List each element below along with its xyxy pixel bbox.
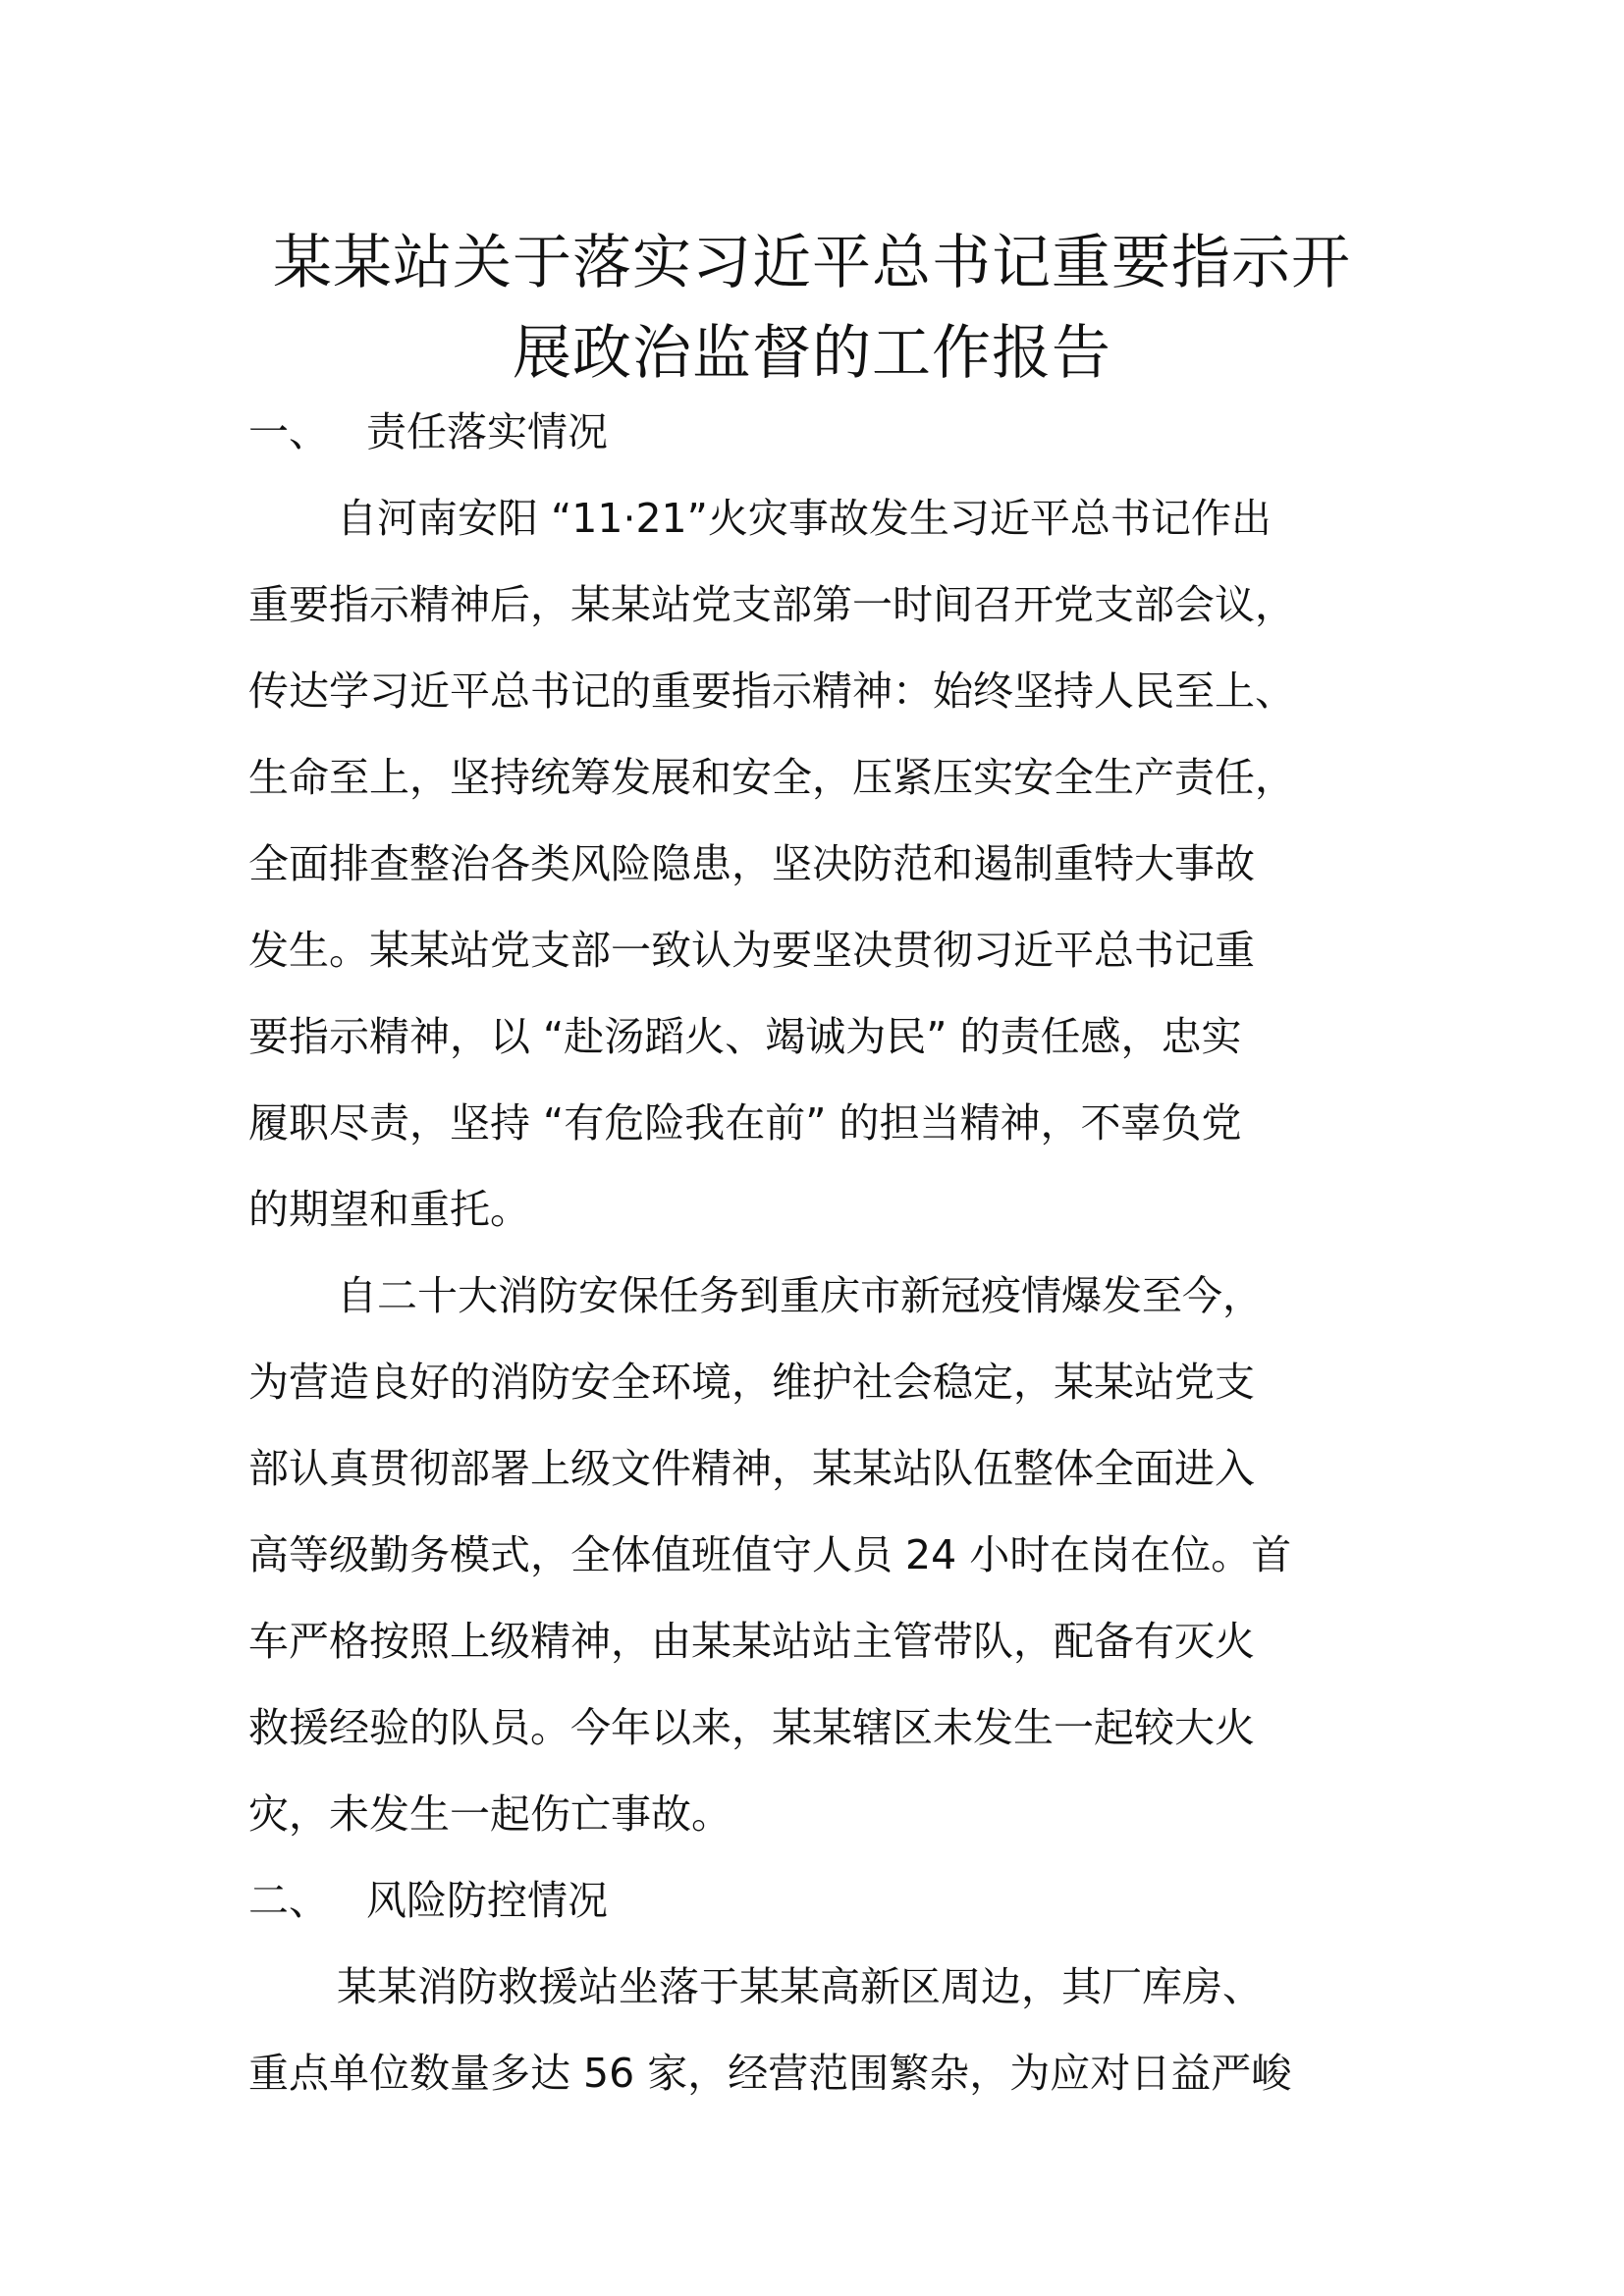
paragraph-line: 自二十大消防安保任务到重庆市新冠疫情爆发至今， [337, 1272, 1263, 1319]
paragraph-line: 生命至上，坚持统筹发展和安全，压紧压实安全生产责任， [248, 754, 1295, 801]
paragraph-line: 重要指示精神后，某某站党支部第一时间召开党支部会议， [248, 581, 1295, 628]
section-2-heading [248, 1857, 608, 1944]
paragraph-line: 部认真贯彻部署上级文件精神，某某站队伍整体全面进入 [248, 1445, 1255, 1492]
paragraph-line: 高等级勤务模式，全体值班值守人员 24 小时在岗在位。首 [248, 1531, 1292, 1578]
paragraph-line: 车严格按照上级精神，由某某站站主管带队，配备有灭火 [248, 1618, 1255, 1665]
paragraph-line: 为营造良好的消防安全环境，维护社会稳定，某某站党支 [248, 1359, 1255, 1406]
paragraph-line: 某某消防救援站坐落于某某高新区周边，其厂库房、 [337, 1963, 1263, 2010]
paragraph-line: 传达学习近平总书记的重要指示精神：始终坚持人民至上、 [248, 667, 1295, 715]
section-1-paragraph-1 [248, 475, 1387, 1253]
paragraph-line: 重点单位数量多达 56 家，经营范围繁杂，为应对日益严峻 [248, 2050, 1292, 2097]
section-1-paragraph-2 [248, 1253, 1387, 1857]
section-2-number: 二、 [248, 1877, 329, 1924]
section-2-paragraph-1 [248, 1944, 1387, 2116]
paragraph-line: 要指示精神，以 “赴汤蹈火、竭诚为民” 的责任感，忠实 [248, 1013, 1242, 1060]
title-line-1: 某某站关于落实习近平总书记重要指示开 [273, 229, 1351, 297]
title-line-2: 展政治监督的工作报告 [513, 319, 1111, 388]
paragraph-line: 救援经验的队员。今年以来，某某辖区未发生一起较大火 [248, 1704, 1255, 1751]
paragraph-line: 全面排查整治各类风险隐患，坚决防范和遏制重特大事故 [248, 840, 1255, 887]
section-1-heading [248, 389, 608, 475]
document-title [196, 218, 1428, 399]
section-1-number: 一、 [248, 408, 329, 455]
paragraph-line: 自河南安阳 “11·21”火灾事故发生习近平总书记作出 [337, 495, 1272, 542]
paragraph-line: 灾，未发生一起伤亡事故。 [248, 1790, 731, 1838]
paragraph-line: 的期望和重托。 [248, 1186, 530, 1233]
paragraph-line: 履职尽责，坚持 “有危险我在前” 的担当精神，不辜负党 [248, 1099, 1242, 1147]
section-2-title: 风险防控情况 [366, 1877, 608, 1924]
section-1-title: 责任落实情况 [366, 408, 608, 455]
paragraph-line: 发生。某某站党支部一致认为要坚决贯彻习近平总书记重 [248, 927, 1255, 974]
